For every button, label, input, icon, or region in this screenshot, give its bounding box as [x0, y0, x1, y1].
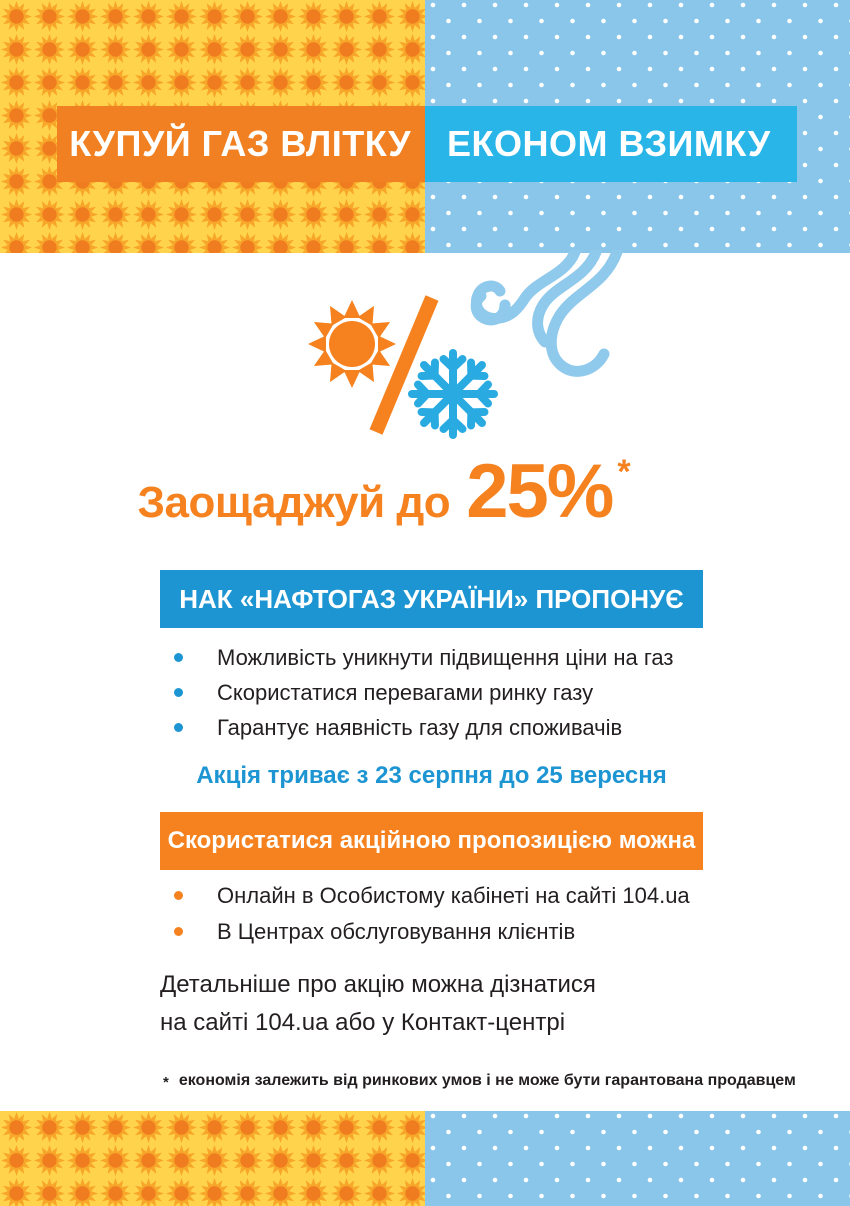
offer-item-text: Можливість уникнути підвищення ціни на газ — [217, 645, 674, 670]
headline-asterisk: * — [617, 453, 631, 491]
season-percent-illustration — [290, 250, 640, 460]
headline-percent-value: 25% — [466, 449, 613, 534]
snowflake-icon — [412, 353, 494, 435]
bullet-icon — [174, 927, 183, 936]
details-line-1: Детальніше про акцію можна дізнатися — [160, 971, 596, 998]
headline-prefix: Заощаджуй до — [137, 478, 451, 527]
dot-pattern — [425, 1111, 850, 1206]
offer-item-text: Гарантує наявність газу для споживачів — [217, 715, 623, 740]
savings-headline — [0, 448, 768, 535]
bottom-pattern-band — [0, 1111, 850, 1206]
bullet-icon — [174, 688, 183, 697]
how-item-text: Онлайн в Особистому кабінеті на сайті 104.ua — [217, 883, 690, 908]
details-line-2: на сайті 104.ua або у Контакт-центрі — [160, 1009, 566, 1036]
list-item — [168, 675, 674, 710]
how-item-text: В Центрах обслуговування клієнтів — [217, 919, 576, 944]
list-item — [168, 640, 674, 675]
bullet-icon — [174, 723, 183, 732]
footnote-asterisk: * — [163, 1074, 169, 1091]
offer-item-text: Скористатися перевагами ринку газу — [217, 680, 594, 705]
wind-icon — [476, 252, 617, 371]
banner-buy-gas-summer: КУПУЙ ГАЗ ВЛІТКУ — [57, 106, 425, 182]
offer-header-bar: НАК «НАФТОГАЗ УКРАЇНИ» ПРОПОНУЄ — [160, 570, 703, 628]
bullet-icon — [174, 891, 183, 900]
offer-list — [168, 640, 674, 745]
banner-save-winter: ЕКОНОМ ВЗИМКУ — [425, 106, 797, 182]
promo-period-text: Акція триває з 23 серпня до 25 вересня — [196, 762, 667, 789]
footnote — [163, 1072, 796, 1091]
list-item — [168, 878, 690, 914]
how-list — [168, 878, 690, 950]
footnote-text: економія залежить від ринкових умов і не може бути гарантована продавцем — [178, 1072, 796, 1089]
list-item — [168, 914, 690, 950]
sun-icon — [308, 300, 396, 388]
sun-pattern — [0, 1111, 425, 1206]
details-text — [160, 966, 596, 1042]
list-item — [168, 710, 674, 745]
how-header-bar: Скористатися акційною пропозицією можна — [160, 812, 703, 870]
bullet-icon — [174, 653, 183, 662]
